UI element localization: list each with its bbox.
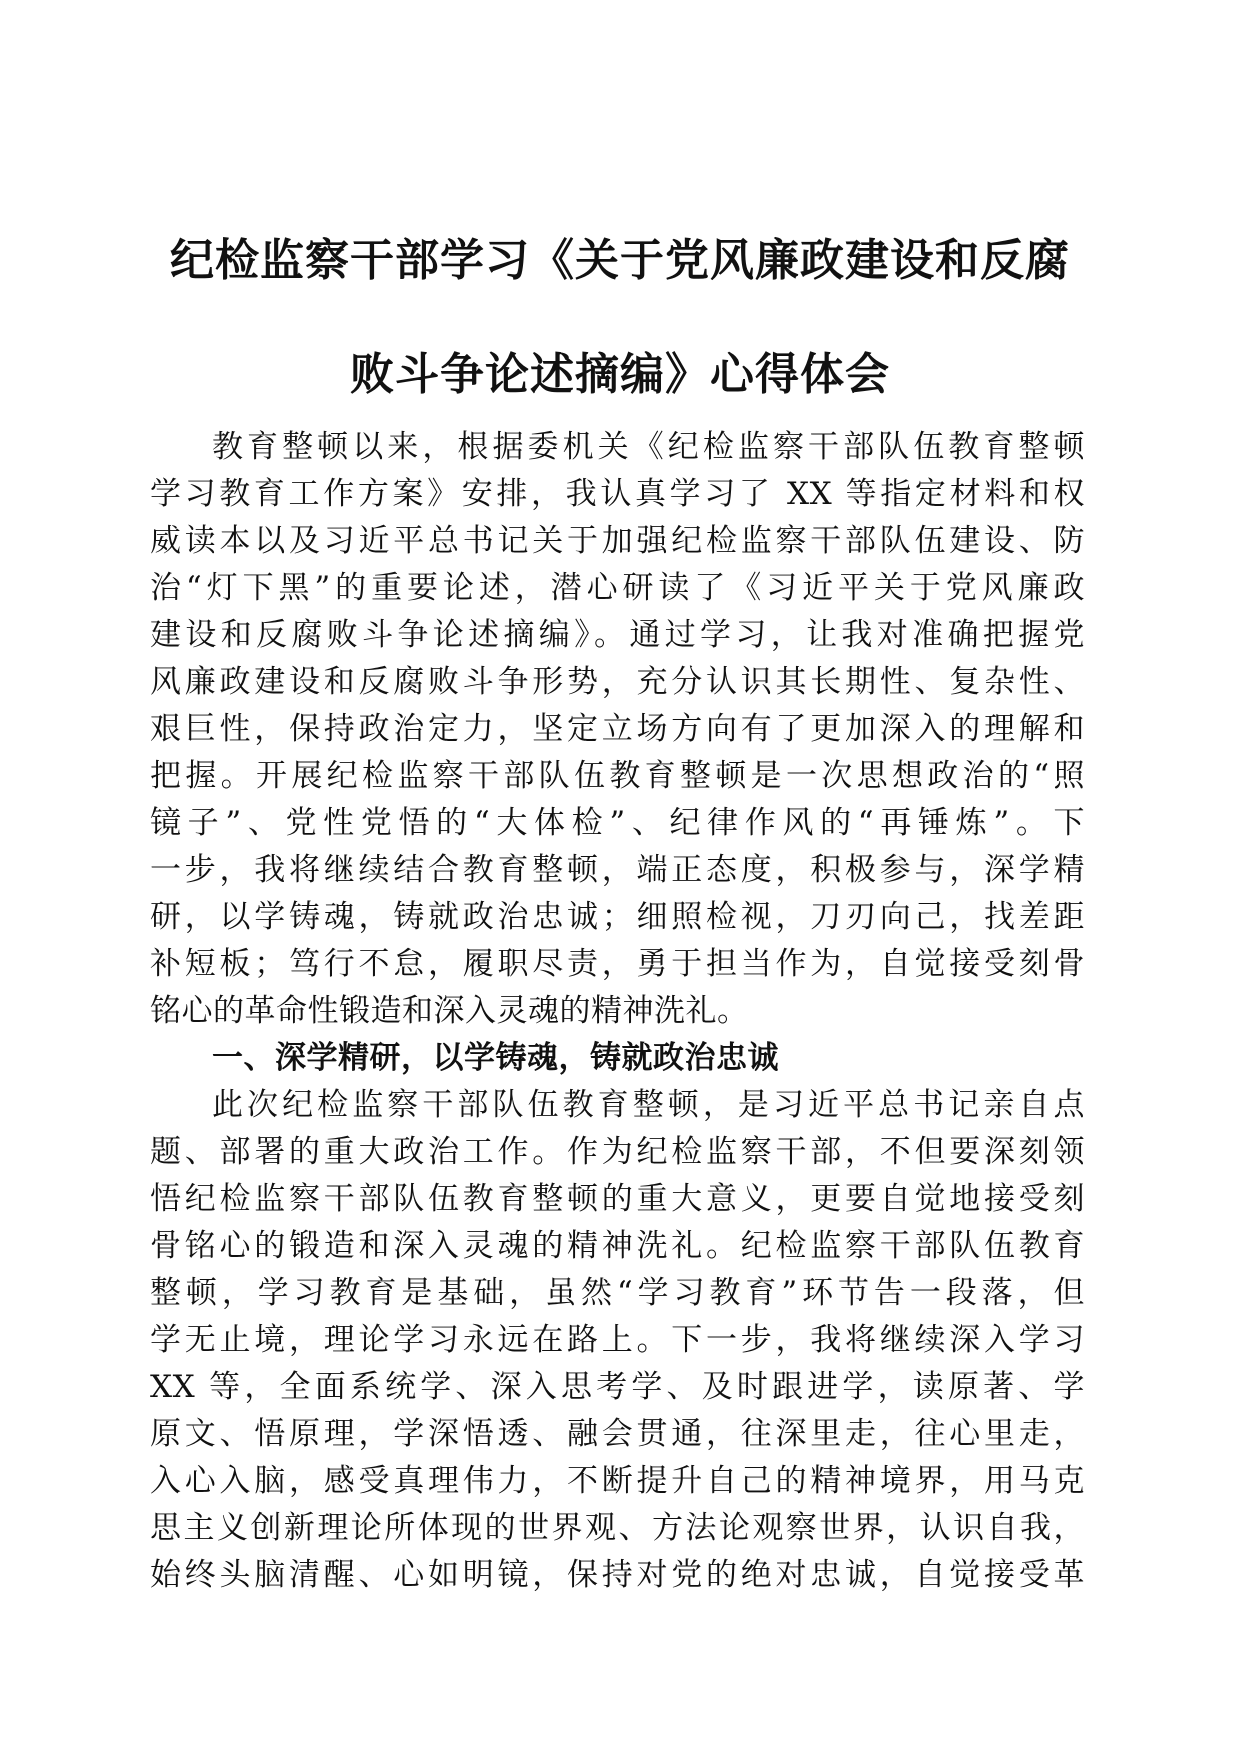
body-text-line: 始终头脑清醒、心如明镜，保持对党的绝对忠诚，自觉接受革	[150, 1557, 1085, 1593]
body-text-line: 把握。开展纪检监察干部队伍教育整顿是一次思想政治的“照	[150, 758, 1085, 794]
body-text-line: 悟纪检监察干部队伍教育整顿的重大意义，更要自觉地接受刻	[150, 1181, 1085, 1217]
body-text-line: 教育整顿以来，根据委机关《纪检监察干部队伍教育整顿	[212, 429, 1085, 465]
body-text-line: 治“灯下黑”的重要论述，潜心研读了《习近平关于党风廉政	[150, 570, 1085, 606]
body-text-line: 威读本以及习近平总书记关于加强纪检监察干部队伍建设、防	[150, 523, 1085, 559]
body-text-line: 艰巨性，保持政治定力，坚定立场方向有了更加深入的理解和	[150, 711, 1085, 747]
body-text-line: 镜子”、党性党悟的“大体检”、纪律作风的“再锤炼”。下	[150, 805, 1085, 841]
body-text-line: 此次纪检监察干部队伍教育整顿，是习近平总书记亲自点	[212, 1087, 1085, 1123]
body-text-line: 学无止境，理论学习永远在路上。下一步，我将继续深入学习	[150, 1322, 1085, 1358]
document-title-line-1: 纪检监察干部学习《关于党风廉政建设和反腐	[170, 235, 1070, 286]
body-text-line: 思主义创新理论所体现的世界观、方法论观察世界，认识自我，	[150, 1510, 1085, 1546]
body-text-line: 题、部署的重大政治工作。作为纪检监察干部，不但要深刻领	[150, 1134, 1085, 1170]
body-text-line: 建设和反腐败斗争论述摘编》。通过学习，让我对准确把握党	[150, 617, 1085, 653]
body-text-line: 入心入脑，感受真理伟力，不断提升自己的精神境界，用马克	[150, 1463, 1085, 1499]
body-text-line: 研，以学铸魂，铸就政治忠诚；细照检视，刀刃向己，找差距	[150, 899, 1085, 935]
document-title-line-2: 败斗争论述摘编》心得体会	[350, 349, 890, 400]
body-text-line: XX 等，全面系统学、深入思考学、及时跟进学，读原著、学	[150, 1369, 1085, 1405]
body-text-line: 学习教育工作方案》安排，我认真学习了 XX 等指定材料和权	[150, 476, 1085, 512]
body-text-line: 骨铭心的锻造和深入灵魂的精神洗礼。纪检监察干部队伍教育	[150, 1228, 1085, 1264]
body-text-line: 整顿，学习教育是基础，虽然“学习教育”环节告一段落，但	[150, 1275, 1085, 1311]
body-text-line: 铭心的革命性锻造和深入灵魂的精神洗礼。	[150, 993, 749, 1029]
body-text-line: 补短板；笃行不怠，履职尽责，勇于担当作为，自觉接受刻骨	[150, 946, 1085, 982]
body-text-line: 风廉政建设和反腐败斗争形势，充分认识其长期性、复杂性、	[150, 664, 1085, 700]
body-text-line: 一步，我将继续结合教育整顿，端正态度，积极参与，深学精	[150, 852, 1085, 888]
body-text-line: 原文、悟原理，学深悟透、融会贯通，往深里走，往心里走，	[150, 1416, 1085, 1452]
section-heading: 一、深学精研，以学铸魂，铸就政治忠诚	[212, 1040, 779, 1076]
